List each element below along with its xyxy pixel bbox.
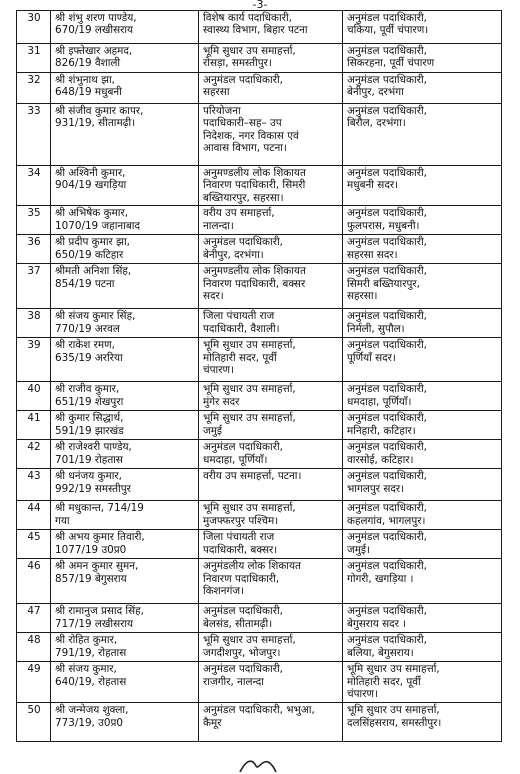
new-posting-text: अनुमंडल पदाधिकारी, बलिया, बेगुसराय।: [347, 634, 427, 659]
current-posting-text: भूमि सुधार उप समाहर्त्ता, जगदीशपुर, भोजपुर।: [203, 634, 296, 659]
officer-name-text: श्रीमती अनिशा सिंह, 854/19 पटना: [55, 265, 132, 290]
serial-number-cell: [17, 73, 51, 104]
new-posting-cell: [343, 235, 502, 264]
serial-number-cell: [17, 264, 51, 309]
current-posting-cell: [199, 11, 343, 44]
officer-name-cell: [51, 411, 199, 440]
current-posting-cell: [199, 44, 343, 73]
new-posting-text: भूमि सुधार उप समाहर्त्ता, दलसिंहसराय, समस्तीपुर।: [347, 704, 442, 729]
officer-name-text: श्री संजीव कुमार कापर, 931/19, सीतामढ़ी।: [55, 105, 144, 130]
current-posting-cell: [199, 633, 343, 662]
serial-number-cell: [17, 633, 51, 662]
officer-name-text: श्री संजय कुमार, 640/19, रोहतास: [55, 663, 127, 688]
new-posting-text: भूमि सुधार उप समाहर्त्ता, मोतिहारी सदर, पूर्वी चंपारण।: [347, 663, 440, 701]
new-posting-cell: [343, 382, 502, 411]
serial-number-cell: [17, 206, 51, 235]
new-posting-text: अनुमंडल पदाधिकारी, गोगरी, खगड़िया ।: [347, 560, 427, 585]
current-posting-cell: [199, 309, 343, 338]
serial-number-text: 35: [27, 207, 41, 220]
table-row: [17, 206, 502, 235]
serial-number-text: 36: [27, 236, 41, 249]
current-posting-cell: [199, 235, 343, 264]
new-posting-text: अनुमंडल पदाधिकारी, सहरसा सदर।: [347, 236, 427, 261]
officer-name-text: श्री संजय कुमार सिंह, 770/19 अरवल: [55, 310, 136, 335]
officer-name-cell: [51, 11, 199, 44]
current-posting-text: जिला पंचायती राज पदाधिकारी, बक्सर।: [203, 531, 278, 556]
current-posting-text: वरीय उप समाहर्त्ता, नालन्दा।: [203, 207, 275, 232]
officer-name-cell: [51, 206, 199, 235]
table-row: [17, 501, 502, 530]
serial-number-cell: [17, 440, 51, 469]
current-posting-cell: [199, 338, 343, 382]
new-posting-text: अनुमंडल पदाधिकारी, बिरौल, दरभंगा।: [347, 105, 427, 130]
new-posting-cell: [343, 104, 502, 166]
new-posting-text: अनुमंडल पदाधिकारी, सिमरी बख्तियारपुर, सहरसा।: [347, 265, 427, 303]
new-posting-cell: [343, 559, 502, 604]
officer-name-cell: [51, 235, 199, 264]
new-posting-cell: [343, 530, 502, 559]
current-posting-text: भूमि सुधार उप समाहर्त्ता, जमुई: [203, 412, 296, 437]
serial-number-cell: [17, 382, 51, 411]
officer-name-cell: [51, 703, 199, 742]
current-posting-cell: [199, 382, 343, 411]
serial-number-cell: [17, 44, 51, 73]
table-row: [17, 604, 502, 633]
new-posting-text: अनुमंडल पदाधिकारी, बेनीपुर, दरभंगा: [347, 74, 427, 99]
page-number: -3-: [252, 0, 268, 11]
officer-name-text: श्री राजेश्वरी पाण्डेय, 701/19 रोहतास: [55, 441, 132, 466]
serial-number-cell: [17, 166, 51, 206]
new-posting-cell: [343, 411, 502, 440]
officer-name-cell: [51, 501, 199, 530]
new-posting-cell: [343, 11, 502, 44]
table-row: [17, 440, 502, 469]
new-posting-text: अनुमंडल पदाधिकारी, कहलगांव, भागलपुर।: [347, 502, 427, 527]
officer-name-cell: [51, 633, 199, 662]
serial-number-cell: [17, 104, 51, 166]
table-row: [17, 469, 502, 501]
current-posting-cell: [199, 703, 343, 742]
table-row: [17, 703, 502, 742]
new-posting-cell: [343, 309, 502, 338]
serial-number-cell: [17, 530, 51, 559]
serial-number-cell: [17, 501, 51, 530]
serial-number-cell: [17, 604, 51, 633]
serial-number-text: 48: [27, 634, 41, 647]
officer-name-cell: [51, 530, 199, 559]
current-posting-text: अनुमंडल पदाधिकारी, भभुआ, कैमूर: [203, 704, 315, 729]
table-row: [17, 11, 502, 44]
table-row: [17, 73, 502, 104]
current-posting-text: भूमि सुधार उप समाहर्त्ता, मुजफ्फरपुर पश्चिम।: [203, 502, 296, 527]
current-posting-cell: [199, 166, 343, 206]
serial-number-text: 34: [27, 167, 41, 179]
serial-number-text: 44: [27, 502, 41, 515]
current-posting-text: भूमि सुधार उप समाहर्त्ता, रोसड़ा, समस्तीपुर।: [203, 45, 296, 70]
serial-number-text: 40: [27, 383, 41, 396]
current-posting-text: भूमि सुधार उप समाहर्त्ता, मुंगेर सदर: [203, 383, 296, 408]
new-posting-cell: [343, 44, 502, 73]
current-posting-text: अनुमंडलीय लोक शिकायत निवारण पदाधिकारी, किशनगंज।: [203, 560, 301, 598]
new-posting-cell: [343, 469, 502, 501]
new-posting-cell: [343, 440, 502, 469]
serial-number-text: 47: [27, 605, 41, 618]
new-posting-cell: [343, 662, 502, 703]
table-row: [17, 559, 502, 604]
current-posting-text: अनुमंडल पदाधिकारी, बेनीपुर, दरभंगा।: [203, 236, 283, 261]
serial-number-text: 37: [27, 265, 41, 278]
new-posting-text: अनुमंडल पदाधिकारी, निर्मली, सुपौल।: [347, 310, 427, 335]
current-posting-text: अनुमंडल पदाधिकारी, बेलसंड, सीतामढ़ी।: [203, 605, 283, 630]
officer-name-text: श्री रोहित कुमार, 791/19, रोहतास: [55, 634, 127, 659]
officer-name-text: श्री प्रदीप कुमार झा, 650/19 कटिहार: [55, 236, 130, 261]
serial-number-cell: [17, 338, 51, 382]
current-posting-text: जिला पंचायती राज पदाधिकारी, वैशाली।: [203, 310, 280, 335]
current-posting-cell: [199, 501, 343, 530]
current-posting-text: वरीय उप समाहर्त्ता, पटना।: [203, 470, 302, 483]
transfer-table: [16, 10, 502, 742]
officer-name-text: श्री जन्मेजय शुक्ला, 773/19, उ0प्र0: [55, 704, 129, 729]
serial-number-cell: [17, 703, 51, 742]
officer-name-text: श्री मधुकान्त, 714/19 गया: [55, 502, 144, 527]
table-row: [17, 633, 502, 662]
officer-name-cell: [51, 338, 199, 382]
serial-number-text: 50: [27, 704, 41, 717]
table-row: [17, 411, 502, 440]
current-posting-cell: [199, 206, 343, 235]
officer-name-text: श्री इफ्तेखार अहमद, 826/19 वैशाली: [55, 45, 133, 70]
current-posting-text: अनुमंडल पदाधिकारी, राजगीर, नालन्दा: [203, 663, 283, 688]
new-posting-text: अनुमंडल पदाधिकारी, धमदाहा, पूर्णियाँ।: [347, 383, 427, 408]
officer-name-text: श्री अभिषेक कुमार, 1070/19 जहानाबाद: [55, 207, 140, 232]
officer-name-cell: [51, 264, 199, 309]
officer-name-cell: [51, 166, 199, 206]
serial-number-text: 39: [27, 339, 41, 352]
new-posting-text: अनुमंडल पदाधिकारी, चकिया, पूर्वी चंपारण।: [347, 12, 429, 37]
new-posting-text: अनुमंडल पदाधिकारी, सिकरहना, पूर्वी चंपारण: [347, 45, 435, 70]
serial-number-text: 49: [27, 663, 41, 676]
table-row: [17, 309, 502, 338]
officer-name-text: श्री अमन कुमार सुमन, 857/19 बेगुसराय: [55, 560, 139, 585]
serial-number-text: 45: [27, 531, 41, 544]
current-posting-text: अनुमण्डलीय लोक शिकायत निवारण पदाधिकारी, सिमरी बख्तियारपुर, सहरसा।: [203, 167, 306, 204]
officer-name-cell: [51, 309, 199, 338]
current-posting-cell: [199, 530, 343, 559]
officer-name-cell: [51, 604, 199, 633]
current-posting-cell: [199, 604, 343, 633]
officer-name-text: श्री कुमार सिद्धार्थ, 591/19 झारखंड: [55, 412, 124, 437]
serial-number-text: 41: [27, 412, 41, 425]
new-posting-cell: [343, 501, 502, 530]
current-posting-text: अनुमंडल पदाधिकारी, सहरसा: [203, 74, 283, 99]
officer-name-cell: [51, 104, 199, 166]
current-posting-text: भूमि सुधार उप समाहर्त्ता, मोतिहारी सदर, पूर्वी चंपारण।: [203, 339, 296, 377]
new-posting-text: अनुमंडल पदाधिकारी, जमुई।: [347, 531, 427, 556]
current-posting-text: परियोजना पदाधिकारी–सह– उप निदेशक, नगर विकास एवं आवास विभाग, पटना।: [203, 105, 299, 155]
serial-number-text: 46: [27, 560, 41, 573]
officer-name-text: श्री अश्विनी कुमार, 904/19 खगड़िया: [55, 167, 127, 192]
table-row: [17, 662, 502, 703]
new-posting-text: अनुमंडल पदाधिकारी, वारसोई, कटिहार।: [347, 441, 427, 466]
serial-number-cell: [17, 11, 51, 44]
serial-number-text: 42: [27, 441, 41, 454]
current-posting-cell: [199, 264, 343, 309]
new-posting-cell: [343, 604, 502, 633]
current-posting-text: अनुमंडल पदाधिकारी, धमदाहा, पूर्णियाँ।: [203, 441, 283, 466]
serial-number-text: 33: [27, 105, 41, 117]
new-posting-text: अनुमंडल पदाधिकारी, मधुबनी सदर।: [347, 167, 427, 192]
officer-name-text: श्री अभय कुमार तिवारी, 1077/19 उ0प्र0: [55, 531, 145, 556]
officer-name-cell: [51, 73, 199, 104]
serial-number-text: 32: [27, 74, 41, 86]
current-posting-text: अनुमण्डलीय लोक शिकायत निवारण पदाधिकारी, बक्सर सदर।: [203, 265, 306, 303]
new-posting-text: अनुमंडल पदाधिकारी, बेगुसराय सदर ।: [347, 605, 427, 630]
table-row: [17, 235, 502, 264]
serial-number-text: 43: [27, 470, 41, 483]
table-row: [17, 44, 502, 73]
current-posting-cell: [199, 411, 343, 440]
current-posting-text: विशेष कार्य पदाधिकारी, स्वास्थ्य विभाग, बिहार पटना: [203, 12, 308, 37]
officer-name-text: श्री धनंजय कुमार, 992/19 समस्तीपुर: [55, 470, 131, 495]
officer-name-cell: [51, 469, 199, 501]
officer-name-text: श्री शंभु शरण पाण्डेय, 670/19 लखीसराय: [55, 12, 137, 37]
new-posting-text: अनुमंडल पदाधिकारी, मनिहारी, कटिहार।: [347, 412, 427, 437]
serial-number-cell: [17, 411, 51, 440]
serial-number-cell: [17, 469, 51, 501]
officer-name-text: श्री रामानुज प्रसाद सिंह, 717/19 लखीसराय: [55, 605, 144, 630]
new-posting-cell: [343, 703, 502, 742]
current-posting-cell: [199, 104, 343, 166]
table-row: [17, 382, 502, 411]
serial-number-text: 38: [27, 310, 41, 323]
officer-name-cell: [51, 440, 199, 469]
serial-number-cell: [17, 235, 51, 264]
new-posting-cell: [343, 166, 502, 206]
new-posting-cell: [343, 633, 502, 662]
serial-number-cell: [17, 559, 51, 604]
new-posting-cell: [343, 73, 502, 104]
officer-name-cell: [51, 662, 199, 703]
officer-name-text: श्री राजीव कुमार, 651/19 शेखपुरा: [55, 383, 124, 408]
table-row: [17, 338, 502, 382]
current-posting-cell: [199, 73, 343, 104]
table-row: [17, 530, 502, 559]
new-posting-text: अनुमंडल पदाधिकारी, भागलपुर सदर।: [347, 470, 427, 495]
current-posting-cell: [199, 662, 343, 703]
new-posting-text: अनुमंडल पदाधिकारी, फुलपरास, मधुबनी।: [347, 207, 427, 232]
current-posting-cell: [199, 559, 343, 604]
current-posting-cell: [199, 469, 343, 501]
new-posting-cell: [343, 264, 502, 309]
table-body: [17, 11, 502, 742]
serial-number-cell: [17, 309, 51, 338]
serial-number-cell: [17, 662, 51, 703]
officer-name-text: श्री राकेश रमण, 635/19 अररिया: [55, 339, 123, 364]
signature-mark: [238, 756, 278, 774]
table-row: [17, 104, 502, 166]
officer-name-cell: [51, 559, 199, 604]
officer-name-text: श्री शंभुनाथ झा, 648/19 मधुबनी: [55, 74, 122, 99]
current-posting-cell: [199, 440, 343, 469]
table-row: [17, 264, 502, 309]
new-posting-cell: [343, 338, 502, 382]
officer-name-cell: [51, 44, 199, 73]
serial-number-text: 30: [27, 12, 41, 24]
new-posting-cell: [343, 206, 502, 235]
table-row: [17, 166, 502, 206]
serial-number-text: 31: [27, 45, 41, 57]
officer-name-cell: [51, 382, 199, 411]
new-posting-text: अनुमंडल पदाधिकारी, पूर्णियाँ सदर।: [347, 339, 427, 364]
